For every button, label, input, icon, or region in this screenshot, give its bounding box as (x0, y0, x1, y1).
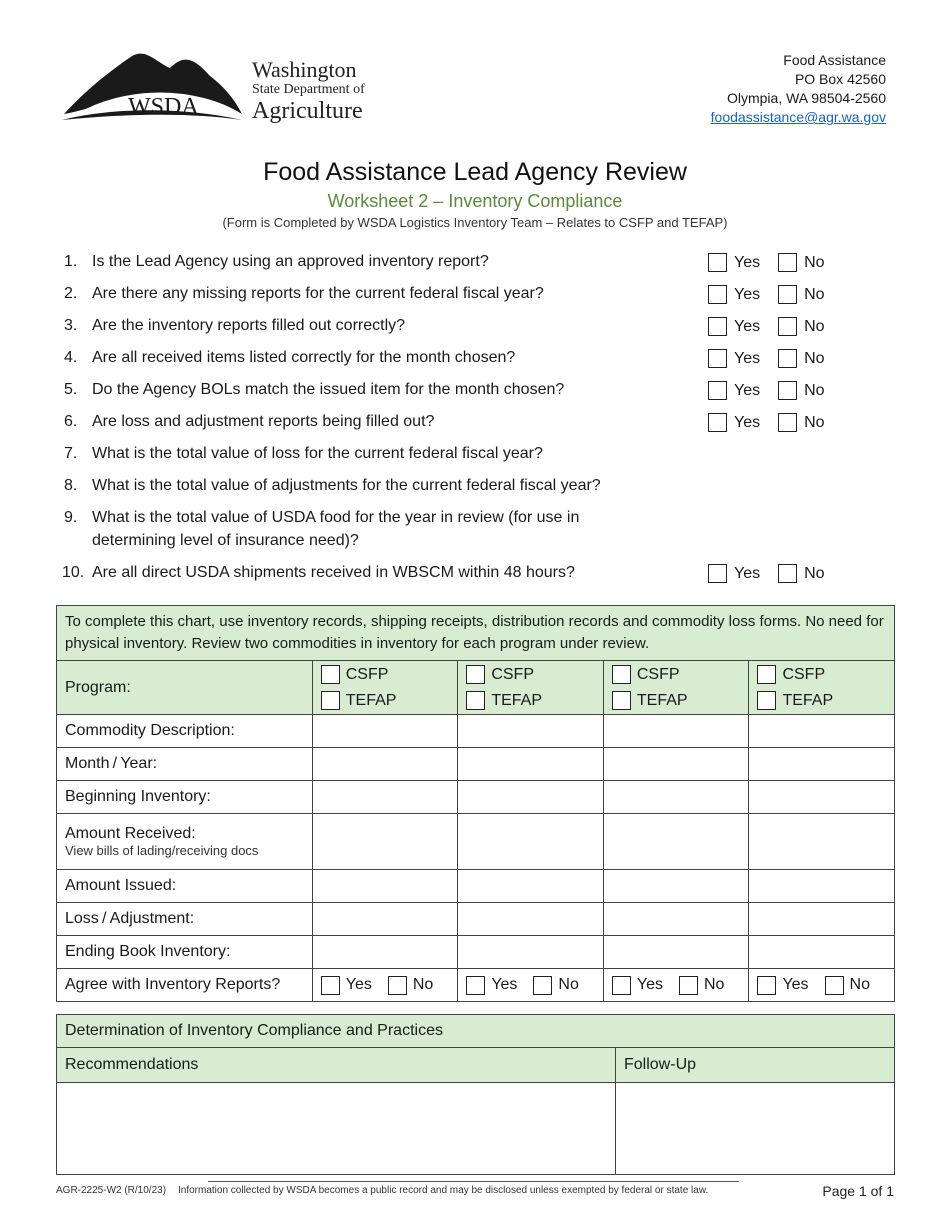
question-number: 1. (64, 253, 78, 270)
inventory-instructions: To complete this chart, use inventory records, shipping receipts, distribution records and commodity loss forms. No need for physical inventory. Review two commodities in inventory for each program under review. (57, 606, 895, 661)
input-cell[interactable] (749, 903, 895, 936)
footer-disclaimer: Information collected by WSDA becomes a public record and may be disclosed unless exempted by federal or state law. (178, 1185, 709, 1196)
received-note: View bills of lading/receiving docs (65, 843, 259, 858)
yes-label: Yes (345, 976, 372, 993)
input-cell[interactable] (312, 748, 458, 781)
no-checkbox[interactable] (778, 253, 797, 272)
input-cell[interactable] (458, 814, 604, 870)
yes-label: Yes (734, 350, 761, 367)
csfp-checkbox[interactable] (466, 665, 485, 684)
row-label: Commodity Description: (57, 715, 313, 748)
row-label: Beginning Inventory: (57, 781, 313, 814)
yes-label: Yes (636, 976, 663, 993)
question-text: Is the Lead Agency using an approved inventory report? (92, 253, 489, 270)
row-label: Loss / Adjustment: (57, 903, 313, 936)
no-checkbox[interactable] (825, 976, 844, 995)
logo-line-3: Agriculture (252, 98, 363, 124)
question-number: 9. (64, 509, 78, 526)
input-cell[interactable] (749, 748, 895, 781)
table-row (57, 903, 895, 936)
input-cell[interactable] (458, 781, 604, 814)
input-cell[interactable] (603, 936, 749, 969)
tefap-checkbox[interactable] (321, 691, 340, 710)
address-line-2: PO Box 42560 (794, 71, 886, 87)
question-text: Are the inventory reports filled out correctly? (92, 317, 406, 334)
csfp-label: CSFP (345, 665, 389, 683)
csfp-label: CSFP (491, 665, 534, 683)
page-title: Food Assistance Lead Agency Review (263, 158, 687, 186)
input-cell[interactable] (603, 715, 749, 748)
table-row (57, 781, 895, 814)
table-row (57, 748, 895, 781)
input-cell[interactable] (312, 870, 458, 903)
input-cell[interactable] (458, 715, 604, 748)
input-cell[interactable] (749, 781, 895, 814)
question-number: 4. (64, 349, 78, 366)
input-cell[interactable] (749, 715, 895, 748)
page-number: Page 1 of 1 (822, 1183, 894, 1199)
question-number: 7. (64, 445, 78, 462)
yes-checkbox[interactable] (708, 349, 727, 368)
input-cell[interactable] (458, 748, 604, 781)
question-number: 3. (64, 317, 78, 334)
yes-label: Yes (734, 254, 761, 271)
tefap-checkbox[interactable] (612, 691, 631, 710)
title-block (0, 156, 950, 232)
input-cell[interactable] (458, 936, 604, 969)
inventory-table (56, 605, 895, 1002)
yes-label: Yes (734, 318, 761, 335)
no-label: No (804, 414, 825, 431)
tefap-label: TEFAP (345, 691, 397, 709)
no-checkbox[interactable] (778, 317, 797, 336)
page-subtitle: Worksheet 2 – Inventory Compliance (327, 191, 623, 211)
input-cell[interactable] (458, 903, 604, 936)
no-checkbox[interactable] (778, 285, 797, 304)
yes-checkbox[interactable] (466, 976, 485, 995)
no-label: No (703, 976, 725, 993)
address-line-3: Olympia, WA 98504-2560 (726, 90, 886, 106)
form-note: (Form is Completed by WSDA Logistics Inventory Team – Relates to CSFP and TEFAP) (222, 215, 728, 230)
no-label: No (412, 976, 434, 993)
follow-up-field[interactable] (616, 1083, 895, 1175)
recommendations-header: Recommendations (57, 1048, 616, 1083)
input-cell[interactable] (312, 814, 458, 870)
input-cell[interactable] (749, 814, 895, 870)
question-text: What is the total value of USDA food for the year in review (for use in determining level of insurance need)? (92, 509, 580, 549)
yes-checkbox[interactable] (708, 285, 727, 304)
footer-divider (208, 1181, 739, 1182)
agree-cell (603, 969, 749, 1002)
agree-cell (749, 969, 895, 1002)
yes-checkbox[interactable] (708, 253, 727, 272)
svg-text:WSDA: WSDA (128, 94, 199, 120)
no-label: No (804, 254, 825, 271)
yes-checkbox[interactable] (708, 564, 727, 583)
yes-checkbox[interactable] (612, 976, 631, 995)
tefap-label: TEFAP (491, 691, 542, 709)
program-cell (749, 661, 895, 715)
row-label (57, 814, 313, 870)
input-cell[interactable] (749, 936, 895, 969)
table-row (57, 870, 895, 903)
logo-line-2: State Department of (252, 82, 365, 97)
question-number: 10. (62, 564, 85, 581)
yes-label: Yes (734, 414, 761, 431)
input-cell[interactable] (312, 715, 458, 748)
row-label: Amount Issued: (57, 870, 313, 903)
yes-checkbox[interactable] (708, 317, 727, 336)
input-cell[interactable] (312, 936, 458, 969)
question-number: 2. (64, 285, 78, 302)
yes-label: Yes (782, 976, 809, 993)
yes-label: Yes (491, 976, 518, 993)
determination-table (56, 1014, 895, 1175)
question-text: Are loss and adjustment reports being filled out? (92, 413, 435, 430)
question-number: 6. (64, 413, 78, 430)
no-checkbox[interactable] (533, 976, 552, 995)
program-cell (603, 661, 749, 715)
table-row (57, 936, 895, 969)
form-code: AGR-2225-W2 (R/10/23) (56, 1185, 167, 1196)
row-label: Month / Year: (57, 748, 313, 781)
table-row (57, 715, 895, 748)
question-text: Are all received items listed correctly for the month chosen? (92, 349, 516, 366)
question-number: 5. (64, 381, 78, 398)
csfp-label: CSFP (636, 665, 680, 683)
input-cell[interactable] (603, 748, 749, 781)
no-label: No (804, 286, 825, 303)
tefap-label: TEFAP (636, 691, 688, 709)
address-block (711, 51, 886, 127)
no-label: No (804, 565, 825, 582)
follow-up-header: Follow-Up (616, 1048, 895, 1083)
input-cell[interactable] (458, 870, 604, 903)
yes-checkbox[interactable] (708, 413, 727, 432)
row-label: Ending Book Inventory: (57, 936, 313, 969)
address-line-1: Food Assistance (783, 52, 886, 68)
row-label: Agree with Inventory Reports? (57, 969, 313, 1002)
program-row (57, 661, 895, 715)
yes-label: Yes (734, 565, 761, 582)
yes-label: Yes (734, 286, 761, 303)
csfp-checkbox[interactable] (757, 665, 776, 684)
input-cell[interactable] (603, 903, 749, 936)
yes-label: Yes (734, 382, 761, 399)
yes-checkbox[interactable] (321, 976, 340, 995)
input-cell[interactable] (312, 903, 458, 936)
yes-checkbox[interactable] (757, 976, 776, 995)
input-cell[interactable] (603, 814, 749, 870)
program-cell (312, 661, 458, 715)
program-cell (458, 661, 604, 715)
table-row (57, 814, 895, 870)
question-text: Are all direct USDA shipments received in WBSCM within 48 hours? (92, 564, 575, 581)
received-label: Amount Received: (65, 825, 196, 842)
question-text: What is the total value of loss for the current federal fiscal year? (92, 445, 543, 462)
input-cell[interactable] (603, 781, 749, 814)
table-row (57, 969, 895, 1002)
no-label: No (804, 318, 825, 335)
recommendations-field[interactable] (57, 1083, 616, 1175)
input-cell[interactable] (312, 781, 458, 814)
no-label: No (558, 976, 579, 993)
no-checkbox[interactable] (778, 413, 797, 432)
no-label: No (804, 350, 825, 367)
no-checkbox[interactable] (388, 976, 407, 995)
no-checkbox[interactable] (778, 349, 797, 368)
determination-title: Determination of Inventory Compliance and Practices (57, 1015, 895, 1048)
tefap-checkbox[interactable] (757, 691, 776, 710)
no-label: No (849, 976, 870, 993)
csfp-checkbox[interactable] (612, 665, 631, 684)
no-checkbox[interactable] (679, 976, 698, 995)
tefap-checkbox[interactable] (466, 691, 485, 710)
no-checkbox[interactable] (778, 564, 797, 583)
logo-text (252, 58, 365, 124)
csfp-checkbox[interactable] (321, 665, 340, 684)
tefap-label: TEFAP (782, 691, 834, 709)
input-cell[interactable] (749, 870, 895, 903)
program-label: Program: (57, 661, 313, 715)
input-cell[interactable] (603, 870, 749, 903)
yes-checkbox[interactable] (708, 381, 727, 400)
logo-line-1: Washington (252, 57, 357, 82)
question-text: Do the Agency BOLs match the issued item for the month chosen? (92, 381, 565, 398)
no-label: No (804, 382, 825, 399)
agree-cell (458, 969, 604, 1002)
agree-cell (312, 969, 458, 1002)
no-checkbox[interactable] (778, 381, 797, 400)
email-link[interactable]: foodassistance@agr.wa.gov (710, 109, 886, 125)
question-number: 8. (64, 477, 78, 494)
question-text: Are there any missing reports for the current federal fiscal year? (92, 285, 544, 302)
csfp-label: CSFP (782, 665, 826, 683)
question-text: What is the total value of adjustments for the current federal fiscal year? (92, 477, 601, 494)
